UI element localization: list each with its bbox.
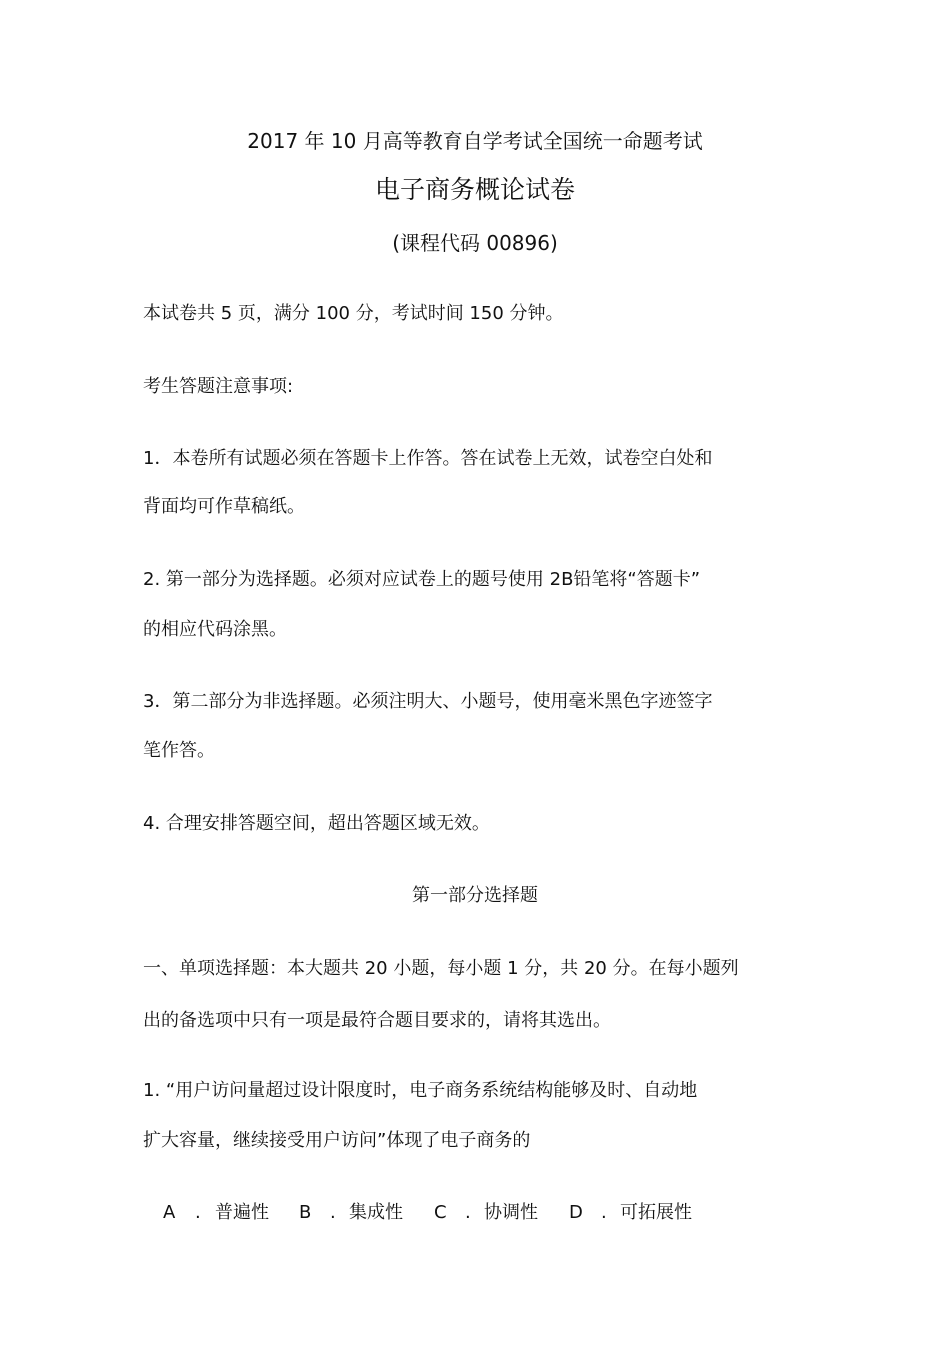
exam-header-line: 2017 年 10 月高等教育自学考试全国统一命题考试 [247,129,703,153]
note-2-line-2: 的相应代码涂黑。 [143,619,287,640]
option-d-letter: D [569,1202,583,1223]
option-b-letter: B [299,1202,312,1223]
part-one-heading: 第一部分选择题 [412,885,538,906]
note-3-line-2: 笔作答。 [143,740,215,761]
section-instruction-line-1: 一、单项选择题：本大题共 20 小题，每小题 1 分，共 20 分。在每小题列 [143,958,739,979]
option-c-letter: C [434,1202,447,1223]
option-d-text: 可拓展性 [620,1202,692,1223]
option-a-text: 普遍性 [215,1202,269,1223]
option-c-text: 协调性 [484,1202,538,1223]
option-a-letter: A [163,1202,176,1223]
note-4-line-1: 4. 合理安排答题空间，超出答题区域无效。 [143,813,490,834]
option-c-dot: . [465,1202,471,1223]
note-1-line-2: 背面均可作草稿纸。 [143,496,305,517]
note-2-line-1: 2. 第一部分为选择题。必须对应试卷上的题号使用 2B铅笔将“答题卡” [143,569,701,590]
paper-summary: 本试卷共 5 页，满分 100 分，考试时间 150 分钟。 [143,303,564,324]
note-3-line-1: 3．第二部分为非选择题。必须注明大、小题号，使用毫米黑色字迹签字 [143,691,713,712]
option-a-dot: . [195,1202,201,1223]
option-b-dot: . [330,1202,336,1223]
question-1-line-2: 扩大容量，继续接受用户访问”体现了电子商务的 [143,1130,531,1151]
option-b-text: 集成性 [349,1202,403,1223]
option-d-dot: . [601,1202,607,1223]
notes-heading: 考生答题注意事项: [143,376,294,397]
course-code: (课程代码 00896) [392,231,558,255]
section-instruction-line-2: 出的备选项中只有一项是最符合题目要求的，请将其选出。 [143,1010,611,1031]
note-1-line-1: 1．本卷所有试题必须在答题卡上作答。答在试卷上无效，试卷空白处和 [143,448,713,469]
paper-title: 电子商务概论试卷 [374,175,575,204]
question-1-line-1: 1. “用户访问量超过设计限度时，电子商务系统结构能够及时、自动地 [143,1080,698,1101]
